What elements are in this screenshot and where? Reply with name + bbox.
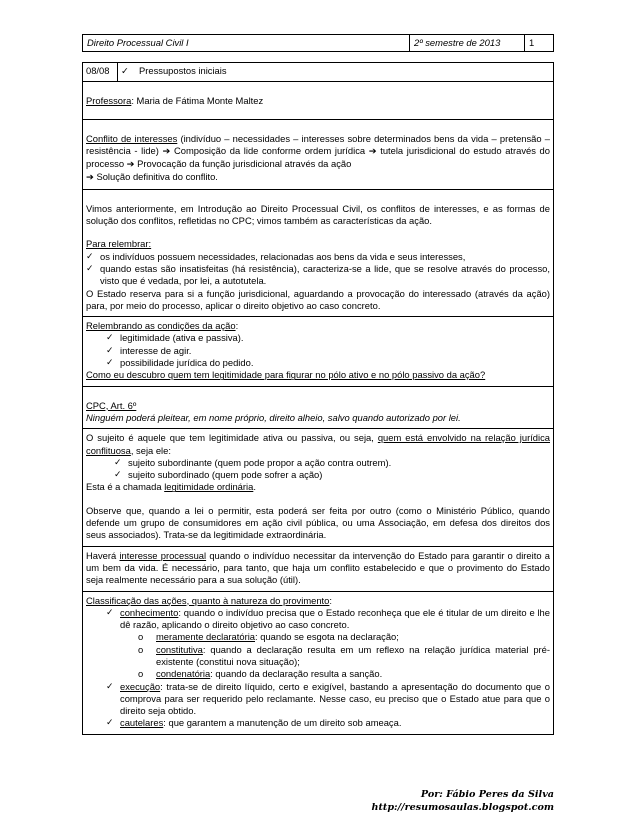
document-page — [82, 34, 554, 735]
conflict-box: Conflito de interesses (indivíduo – necessidades – interesses sobre determinados bens da vida – pretensão – resistência - lide) ➔ Composição da lide conforme ordem jurídica ➔ tutela jurisdicional do estudo através do processo ➔ Provocação da função jurisdicional através da ação ➔ Solução definitiva do conflito. — [82, 120, 554, 190]
author-name: Por: Fábio Peres da Silva — [420, 789, 554, 800]
cpc-text: Ninguém poderá pleitear, em nome próprio, direito alheio, salvo quando autorizado por lei. — [86, 411, 461, 423]
list-item: ✓ conhecimento: quando o indivíduo precisa que o Estado reconheça que ele é titular de um direito e lhe dê razão, aplicando o direito objetivo ao caso concreto. — [106, 606, 550, 631]
cpc-title: CPC, Art. 6º — [86, 399, 137, 411]
author-signature — [371, 788, 554, 814]
professor-name: : Maria de Fátima Monte Maltez — [131, 94, 264, 106]
check-icon: ✓ — [106, 333, 114, 344]
bullet-icon: o — [138, 643, 144, 655]
list-item: ✓ legitimidade (ativa e passiva). — [106, 332, 244, 344]
check-icon: ✓ — [114, 457, 122, 468]
class-topic: Pressupostos iniciais — [136, 63, 554, 81]
bullet-icon: o — [138, 668, 144, 680]
list-item: o constitutiva: quando a declaração resulta em um reflexo na relação jurídica material pré-existente (constitui nova situação); — [138, 643, 550, 667]
subject-box: O sujeito é aquele que tem legitimidade ativa ou passiva, ou seja, quem está envolvido na relação jurídica conflituosa, seja ele: ✓ sujeito subordinante (quem pode propor a ação contra outrem). ✓ sujeito subordinado (quem pode sofrer a ação) Esta é a chamada legitimidade ordinária. Observe que, quando a lei o permitir, esta poderá ser feita por outro (como o Ministério Público, quando defende um grupo de consumidores em ação civil pública, ou uma Associação, em defesa dos direitos dos seus associados). Trata-se da legitimidade extraordinária. — [82, 429, 554, 546]
list-item: o meramente declaratória: quando se esgota na declaração; — [138, 631, 399, 643]
check-icon: ✓ — [106, 607, 114, 618]
list-item: ✓ sujeito subordinado (quem pode sofrer a ação) — [114, 469, 323, 481]
check-icon: ✓ — [86, 251, 94, 262]
professor-label: Professora — [86, 94, 132, 106]
list-item: ✓ sujeito subordinante (quem pode propor a ação contra outrem). — [114, 456, 392, 468]
list-item: ✓ os indivíduos possuem necessidades, relacionadas aos bens da vida e seus interesses, — [86, 250, 466, 262]
interest-box: Haverá interesse processual quando o indivíduo necessitar da intervenção do Estado para garantir o direito a um bem da vida. É necessário, para tanto, que haja um conflito estabelecido e que o provimento do Estado seja realmente necessário para a sua solução (útil). — [82, 547, 554, 592]
conditions-title: Relembrando as condições da ação — [86, 320, 236, 332]
arrow-right-icon: ➔ — [162, 145, 171, 157]
arrow-right-icon: ➔ — [86, 172, 94, 184]
class-row-table — [82, 62, 554, 81]
list-item: ✓ execução: trata-se de direito líquido, certo e exigível, bastando a apresentação do documento que o comprova para ser requerido pelo reclamante. Nesse caso, eu preciso que o Estado atue para que o direito seja obtido. — [106, 680, 550, 717]
list-item: ✓ interesse de agir. — [106, 344, 192, 356]
intro-text: Vimos anteriormente, em Introdução ao Direito Processual Civil, os conflitos de interesses, e as formas de solução dos conflitos, refletidas no CPC; vimos também as características da ação. — [86, 202, 550, 227]
course-title: Direito Processual Civil I — [83, 35, 410, 52]
check-icon: ✓ — [86, 263, 94, 274]
extraordinary-text: Observe que, quando a lei o permitir, esta poderá ser feita por outro (como o Ministério Público, quando defende um grupo de consumidores em ação civil pública, ou uma Associação, em defesa dos direitos dos seus associados). Trata-se da legitimidade extraordinária. — [86, 504, 550, 541]
bullet-icon: o — [138, 631, 144, 643]
list-item: o condenatória: quando da declaração resulta a sanção. — [138, 668, 383, 680]
page-number: 1 — [525, 35, 554, 52]
list-item: ✓ cautelares: que garantem a manutenção de um direito sob ameaça. — [106, 717, 402, 729]
check-icon: ✓ — [114, 470, 122, 481]
cpc-box — [82, 387, 554, 430]
recall-title: Para relembrar: — [86, 238, 152, 250]
list-item: ✓ possibilidade jurídica do pedido. — [106, 357, 254, 369]
check-icon: ✓ — [106, 345, 114, 356]
arrow-right-icon: ➔ — [368, 145, 377, 157]
classification-box: Classificação das ações, quanto à natureza do provimento: ✓ conhecimento: quando o indivíduo precisa que o Estado reconheça que ele é titular de um direito e lhe dê razão, aplicando o direito objetivo ao caso concreto. o meramente declaratória: quando se esgota na declaração; o constitutiva: quando a declaração resulta em um reflexo na relação jurídica material pré-existente (constitui nova situação); o condenatória: quando da declaração resulta a sanção. ✓ execução: trata-se de direito líquido, certo e exigível, bastando a apresentação do documento que o comprova para ser requerido pelo reclamante. Nesse caso, eu preciso que o Estado atue para que o direito seja obtido. ✓ cautelares: que garantem a manutenção de um direito sob ameaça. — [82, 592, 554, 735]
classification-title: Classificação das ações, quanto à natureza do provimento — [86, 594, 330, 606]
list-item: ✓ quando estas são insatisfeitas (há resistência), caracteriza-se a lide, que se resolve através do processo, visto que é vedada, por lei, a autotutela. — [86, 262, 550, 287]
check-icon: ✓ — [106, 681, 114, 692]
check-icon: ✓ — [106, 358, 114, 369]
class-date: 08/08 — [83, 63, 118, 81]
semester: 2º semestre de 2013 — [410, 35, 525, 52]
conflict-title: Conflito de interesses — [86, 132, 178, 144]
check-icon: ✓ — [106, 718, 114, 729]
intro-closing: O Estado reserva para si a função jurisdicional, aguardando a provocação do interessado (através da ação) para, por meio do processo, aplicar o direito objetivo ao caso concreto. — [86, 287, 550, 311]
header-table — [82, 34, 554, 52]
intro-box — [82, 190, 554, 317]
conditions-question: Como eu descubro quem tem legitimidade para figurar no pólo ativo e no pólo passivo da ação? — [86, 369, 486, 381]
check-icon: ✓ — [118, 63, 137, 81]
conditions-box: Relembrando as condições da ação: ✓ legitimidade (ativa e passiva). ✓ interesse de agir. ✓ possibilidade jurídica do pedido. Como eu descubro quem tem legitimidade para figurar no pólo ativo e no pólo passivo da ação? — [82, 317, 554, 386]
professor-box — [82, 82, 554, 120]
blog-url[interactable]: http://resumosaulas.blogspot.com — [371, 802, 554, 813]
arrow-right-icon: ➔ — [126, 159, 135, 171]
